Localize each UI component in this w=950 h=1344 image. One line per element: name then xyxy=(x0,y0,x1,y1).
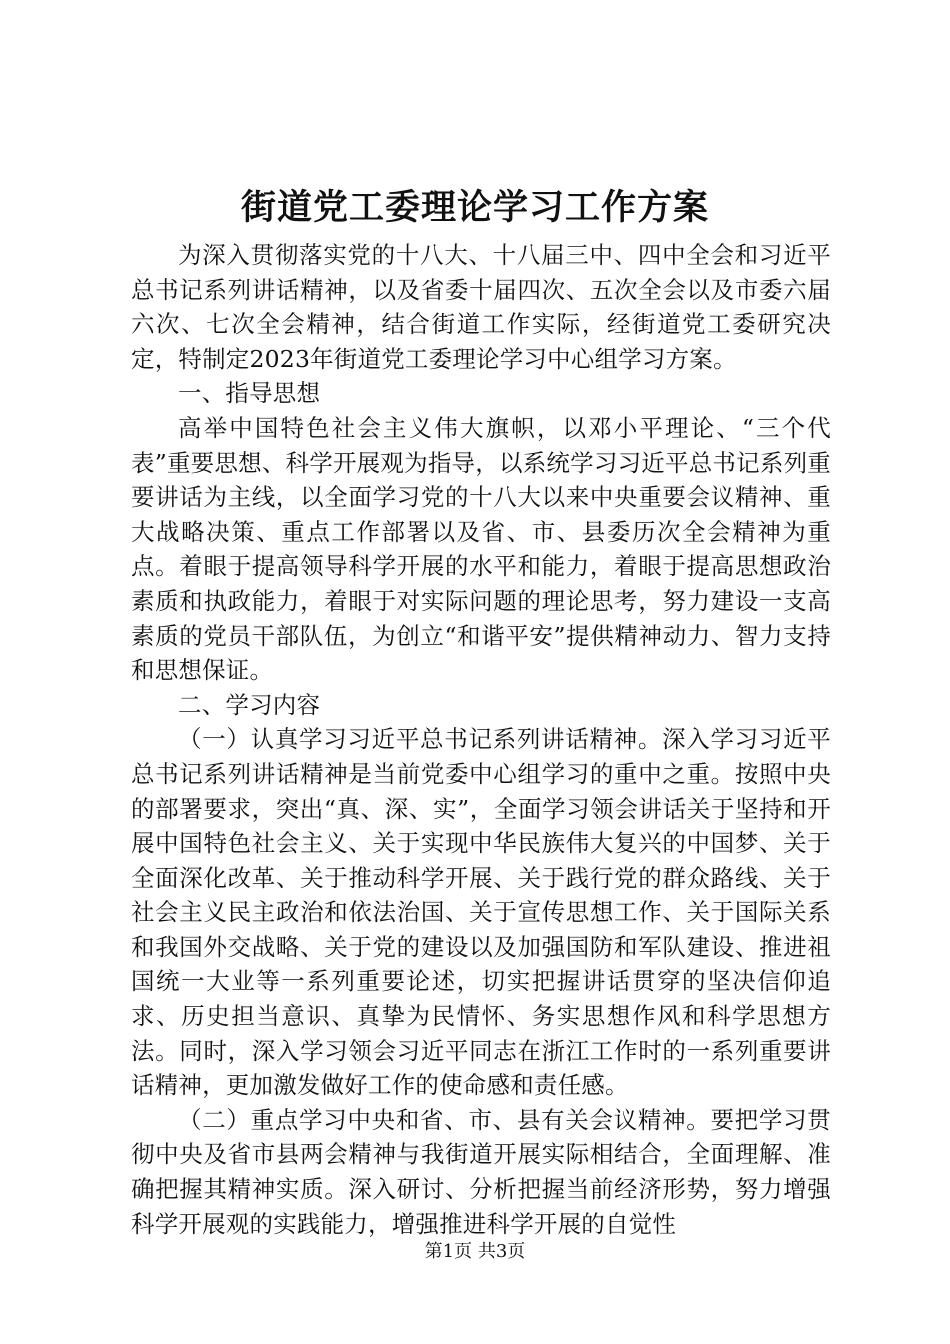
study-content-item-1: （一）认真学习习近平总书记系列讲话精神。深入学习习近平总书记系列讲话精神是当前党委中心组学习的重中之重。按照中央的部署要求，突出“真、深、实”，全面学习领会讲话关于坚持和开展中国特色社会主义、关于实现中华民族伟大复兴的中国梦、关于全面深化改革、关于推动科学开展、关于践行党的群众路线、关于社会主义民主政治和依法治国、关于宣传思想工作、关于国际关系和我国外交战略、关于党的建设以及加强国防和军队建设、推进祖国统一大业等一系列重要论述，切实把握讲话贯穿的坚决信仰追求、历史担当意识、真挚为民情怀、务实思想作风和科学思想方法。同时，深入学习领会习近平同志在浙江工作时的一系列重要讲话精神，更加激发做好工作的使命感和责任感。 xyxy=(131,725,831,1100)
page-number-footer: 第1页 共3页 xyxy=(424,1241,526,1262)
study-content-item-2: （二）重点学习中央和省、市、县有关会议精神。要把学习贯彻中央及省市县两会精神与我街道开展实际相结合，全面理解、准确把握其精神实质。深入研讨、分析把握当前经济形势，努力增强科学开展观的实践能力，增强推进科学开展的自觉性 xyxy=(131,1105,831,1238)
section-heading-guiding-ideology: 一、指导思想 xyxy=(178,379,321,408)
document-title: 街道党工委理论学习工作方案 xyxy=(240,187,709,228)
guiding-ideology-paragraph: 高举中国特色社会主义伟大旗帜，以邓小平理论、“三个代表”重要思想、科学开展观为指导，以系统学习习近平总书记系列重要讲话为主线，以全面学习党的十八大以来中央重要会议精神、重大战略决策、重点工作部署以及省、市、县委历次全会精神为重点。着眼于提高领导科学开展的水平和能力，着眼于提高思想政治素质和执政能力，着眼于对实际问题的理论思考，努力建设一支高素质的党员干部队伍，为创立“和谐平安”提供精神动力、智力支持和思想保证。 xyxy=(131,413,831,685)
section-heading-study-content: 二、学习内容 xyxy=(178,690,321,719)
intro-paragraph: 为深入贯彻落实党的十八大、十八届三中、四中全会和习近平总书记系列讲话精神，以及省委十届四次、五次全会以及市委六届六次、七次全会精神，结合街道工作实际，经街道党工委研究决定，特制定2023年街道党工委理论学习中心组学习方案。 xyxy=(131,241,831,373)
document-body xyxy=(131,238,831,1241)
